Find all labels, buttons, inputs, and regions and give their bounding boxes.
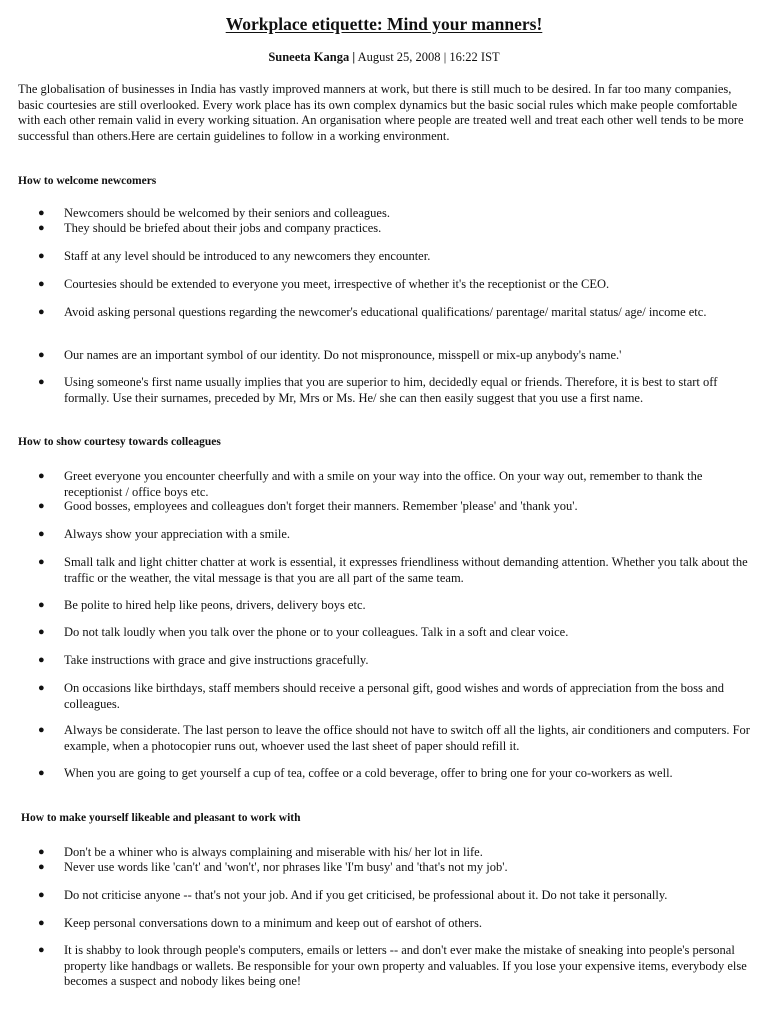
list-item-text: Always be considerate. The last person to leave the office should not have to switch off all the lights, air conditioners and computers. For example, when a photocopier runs out, whoever used the last sheet of paper should refill it. — [64, 723, 750, 753]
section-heading: How to make yourself likeable and pleasant to work with — [21, 812, 301, 824]
bullet-icon: ● — [38, 500, 45, 512]
list-item-text: Our names are an important symbol of our identity. Do not mispronounce, misspell or mix-up anybody's name.' — [64, 348, 622, 362]
list-item-text: When you are going to get yourself a cup of tea, coffee or a cold beverage, offer to bring one for your co-workers as well. — [64, 766, 673, 780]
bullet-icon: ● — [38, 682, 45, 694]
list-item-text: Always show your appreciation with a smile. — [64, 527, 290, 541]
article-time: 16:22 IST — [449, 50, 500, 64]
article-date: August 25, 2008 — [357, 50, 441, 64]
list-item-text: Do not talk loudly when you talk over the phone or to your colleagues. Talk in a soft and clear voice. — [64, 625, 569, 639]
bullet-icon: ● — [38, 306, 45, 318]
author-name: Suneeta Kanga — [268, 50, 350, 64]
list-item-text: Keep personal conversations down to a minimum and keep out of earshot of others. — [64, 916, 482, 930]
list-item-text: Never use words like 'can't' and 'won't', nor phrases like 'I'm busy' and 'that's not my job'. — [64, 860, 508, 874]
list-item-text: Good bosses, employees and colleagues don't forget their manners. Remember 'please' and 'thank you'. — [64, 499, 578, 513]
bullet-icon: ● — [38, 724, 45, 736]
list-item-text: Do not criticise anyone -- that's not your job. And if you get criticised, be professional about it. Do not take it personally. — [64, 888, 668, 902]
bullet-icon: ● — [38, 767, 45, 779]
bullet-icon: ● — [38, 556, 45, 568]
list-item-text: Greet everyone you encounter cheerfully and with a smile on your way into the office. On your way out, remember to thank the receptionist / office boys etc. — [64, 469, 703, 499]
bullet-icon: ● — [38, 207, 45, 219]
list-item-text: Newcomers should be welcomed by their seniors and colleagues. — [64, 206, 390, 220]
bullet-icon: ● — [38, 599, 45, 611]
bullet-icon: ● — [38, 376, 45, 388]
list-item-text: Don't be a whiner who is always complaining and miserable with his/ her lot in life. — [64, 845, 483, 859]
bullet-icon: ● — [38, 626, 45, 638]
bullet-icon: ● — [38, 528, 45, 540]
bullet-icon: ● — [38, 944, 45, 956]
list-item-text: Staff at any level should be introduced to any newcomers they encounter. — [64, 249, 431, 263]
bullet-icon: ● — [38, 889, 45, 901]
byline — [0, 50, 768, 65]
byline-separator: | — [443, 50, 447, 64]
byline-separator: | — [352, 50, 356, 64]
list-item-text: Take instructions with grace and give instructions gracefully. — [64, 653, 369, 667]
bullet-icon: ● — [38, 861, 45, 873]
bullet-icon: ● — [38, 846, 45, 858]
list-item-text: Avoid asking personal questions regarding the newcomer's educational qualifications/ parentage/ marital status/ age/ income etc. — [64, 305, 707, 319]
list-item-text: It is shabby to look through people's computers, emails or letters -- and don't ever make the mistake of sneaking into people's personal property like handbags or wallets. Be responsible for your own property and valuables. If you lose your expensive items, everybody else becomes a suspect and nobody likes being one! — [64, 943, 747, 988]
section-heading: How to show courtesy towards colleagues — [18, 436, 221, 448]
bullet-icon: ● — [38, 917, 45, 929]
list-item-text: Be polite to hired help like peons, drivers, delivery boys etc. — [64, 598, 366, 612]
article-title: Workplace etiquette: Mind your manners! — [225, 14, 543, 34]
bullet-icon: ● — [38, 250, 45, 262]
bullet-icon: ● — [38, 278, 45, 290]
bullet-icon: ● — [38, 470, 45, 482]
bullet-icon: ● — [38, 654, 45, 666]
list-item-text: Using someone's first name usually implies that you are superior to him, decidedly equal or friends. Therefore, it is best to start off formally. Use their surnames, preceded by Mr, Mrs or Ms. He/ she can then easily suggest that you use a first name. — [64, 375, 718, 405]
list-item-text: On occasions like birthdays, staff members should receive a personal gift, good wishes and words of appreciation from the boss and colleagues. — [64, 681, 725, 711]
intro-paragraph: The globalisation of businesses in India has vastly improved manners at work, but there is still much to be desired. In far too many companies, basic courtesies are still overlooked. Every work place has its own complex dynamics but the basic social rules which make people comfortable with each other remain valid in every working situation. An organisation where people are treated well and treat each other well tends to be more successful than others.Here are certain guidelines to follow in a working environment. — [18, 82, 744, 143]
list-item-text: Small talk and light chitter chatter at work is essential, it expresses friendliness without demanding attention. Whether you talk about the traffic or the weather, the vital message is that you are all part of the same team. — [64, 555, 748, 585]
bullet-icon: ● — [38, 349, 45, 361]
list-item-text: Courtesies should be extended to everyone you meet, irrespective of whether it's the receptionist or the CEO. — [64, 277, 610, 291]
list-item-text: They should be briefed about their jobs and company practices. — [64, 221, 382, 235]
section-heading: How to welcome newcomers — [18, 175, 157, 187]
bullet-icon: ● — [38, 222, 45, 234]
